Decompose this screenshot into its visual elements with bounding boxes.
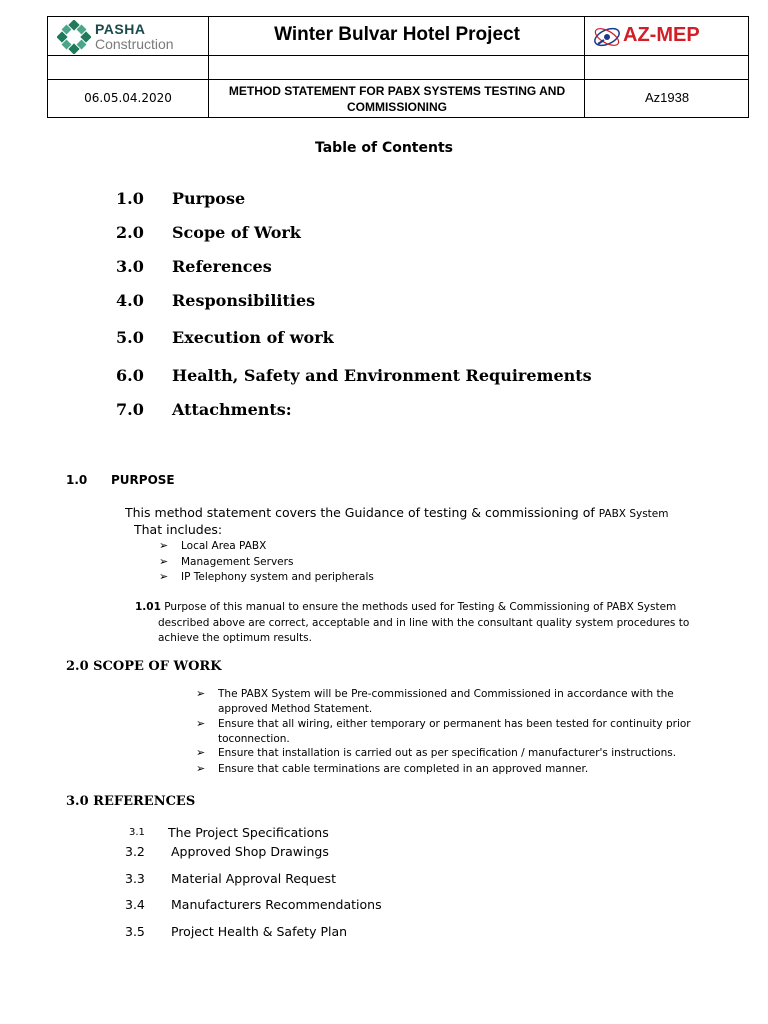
toc-item-responsibilities[interactable]: Responsibilities xyxy=(172,291,316,310)
pasha-logo-icon xyxy=(57,20,91,54)
reference-number: 3.1 xyxy=(129,827,145,838)
toc-item-number: 6.0 xyxy=(116,366,144,385)
header-divider xyxy=(208,16,209,118)
reference-number: 3.4 xyxy=(125,897,145,912)
arrow-bullet-icon: ➢ xyxy=(159,539,169,552)
purpose-sub-line: achieve the optimum results. xyxy=(158,632,312,644)
scope-bullet-line: Ensure that all wiring, either temporary or permanent has been tested for continuity prior xyxy=(218,718,691,730)
toc-item-number: 3.0 xyxy=(116,257,144,276)
purpose-sub-line: described above are correct, acceptable and in line with the consultant quality system procedures to xyxy=(158,617,690,629)
arrow-bullet-icon: ➢ xyxy=(159,570,169,583)
toc-item-attachments[interactable]: Attachments: xyxy=(172,400,292,419)
reference-item: The Project Specifications xyxy=(168,825,329,840)
azmep-logo xyxy=(590,22,745,52)
arrow-bullet-icon: ➢ xyxy=(196,717,206,730)
toc-item-number: 2.0 xyxy=(116,223,144,242)
purpose-sub-line xyxy=(135,600,676,615)
pasha-logo-name: PASHA xyxy=(95,21,146,37)
reference-number: 3.2 xyxy=(125,844,145,859)
arrow-bullet-icon: ➢ xyxy=(159,555,169,568)
method-statement-title: METHOD STATEMENT FOR PABX SYSTEMS TESTING AND COMMISSIONING xyxy=(228,84,566,114)
reference-number: 3.5 xyxy=(125,924,145,939)
document-code: Az1938 xyxy=(644,90,690,105)
pasha-logo xyxy=(57,20,197,54)
toc-item-number: 4.0 xyxy=(116,291,144,310)
document-date: 06.05.04.2020 xyxy=(84,91,172,105)
toc-item-number: 1.0 xyxy=(116,189,144,208)
toc-title: Table of Contents xyxy=(314,140,453,156)
arrow-bullet-icon: ➢ xyxy=(196,762,206,775)
toc-item-references[interactable]: References xyxy=(172,257,272,276)
reference-item: Manufacturers Recommendations xyxy=(171,897,382,912)
reference-item: Project Health & Safety Plan xyxy=(171,924,348,939)
reference-item: Material Approval Request xyxy=(171,871,336,886)
scope-bullet-line: approved Method Statement. xyxy=(218,703,373,715)
scope-heading: 2.0 SCOPE OF WORK xyxy=(66,659,222,674)
purpose-bullet: Management Servers xyxy=(181,556,294,568)
header-divider xyxy=(47,55,749,56)
arrow-bullet-icon: ➢ xyxy=(196,687,206,700)
purpose-intro-tail: PABX System xyxy=(598,508,669,520)
azmep-logo-text: AZ-MEP xyxy=(623,24,700,46)
toc-item-execution[interactable]: Execution of work xyxy=(172,328,334,347)
toc-item-number: 7.0 xyxy=(116,400,144,419)
arrow-bullet-icon: ➢ xyxy=(196,746,206,759)
purpose-intro xyxy=(125,505,668,520)
scope-bullet-line: toconnection. xyxy=(218,733,290,745)
azmep-logo-icon xyxy=(590,22,624,52)
toc-item-number: 5.0 xyxy=(116,328,144,347)
references-heading: 3.0 REFERENCES xyxy=(66,794,196,809)
toc-item-hse[interactable]: Health, Safety and Environment Requirements xyxy=(172,366,592,385)
scope-bullet-line: Ensure that installation is carried out as per specification / manufacturer's instructions. xyxy=(218,747,677,759)
scope-bullet-line: Ensure that cable terminations are completed in an approved manner. xyxy=(218,763,589,775)
toc-item-purpose[interactable]: Purpose xyxy=(172,189,246,208)
reference-item: Approved Shop Drawings xyxy=(171,844,329,859)
purpose-bullet: IP Telephony system and peripherals xyxy=(181,571,374,583)
scope-bullet-line: The PABX System will be Pre-commissioned and Commissioned in accordance with the xyxy=(218,688,674,700)
reference-number: 3.3 xyxy=(125,871,145,886)
purpose-intro-text: This method statement covers the Guidance of testing & commissioning of xyxy=(125,505,595,520)
header-divider xyxy=(584,16,585,118)
pasha-logo-subtitle: Construction xyxy=(95,36,174,52)
project-title: Winter Bulvar Hotel Project xyxy=(274,24,520,45)
purpose-bullet: Local Area PABX xyxy=(181,540,267,552)
purpose-includes: That includes: xyxy=(134,522,223,537)
toc-item-scope[interactable]: Scope of Work xyxy=(172,223,301,242)
purpose-number: 1.0 xyxy=(66,473,88,487)
purpose-sub-text: Purpose of this manual to ensure the methods used for Testing & Commissioning of PABX System xyxy=(164,601,677,613)
header-divider xyxy=(47,79,749,80)
purpose-sub-number: 1.01 xyxy=(135,601,161,613)
purpose-heading: PURPOSE xyxy=(111,473,175,487)
